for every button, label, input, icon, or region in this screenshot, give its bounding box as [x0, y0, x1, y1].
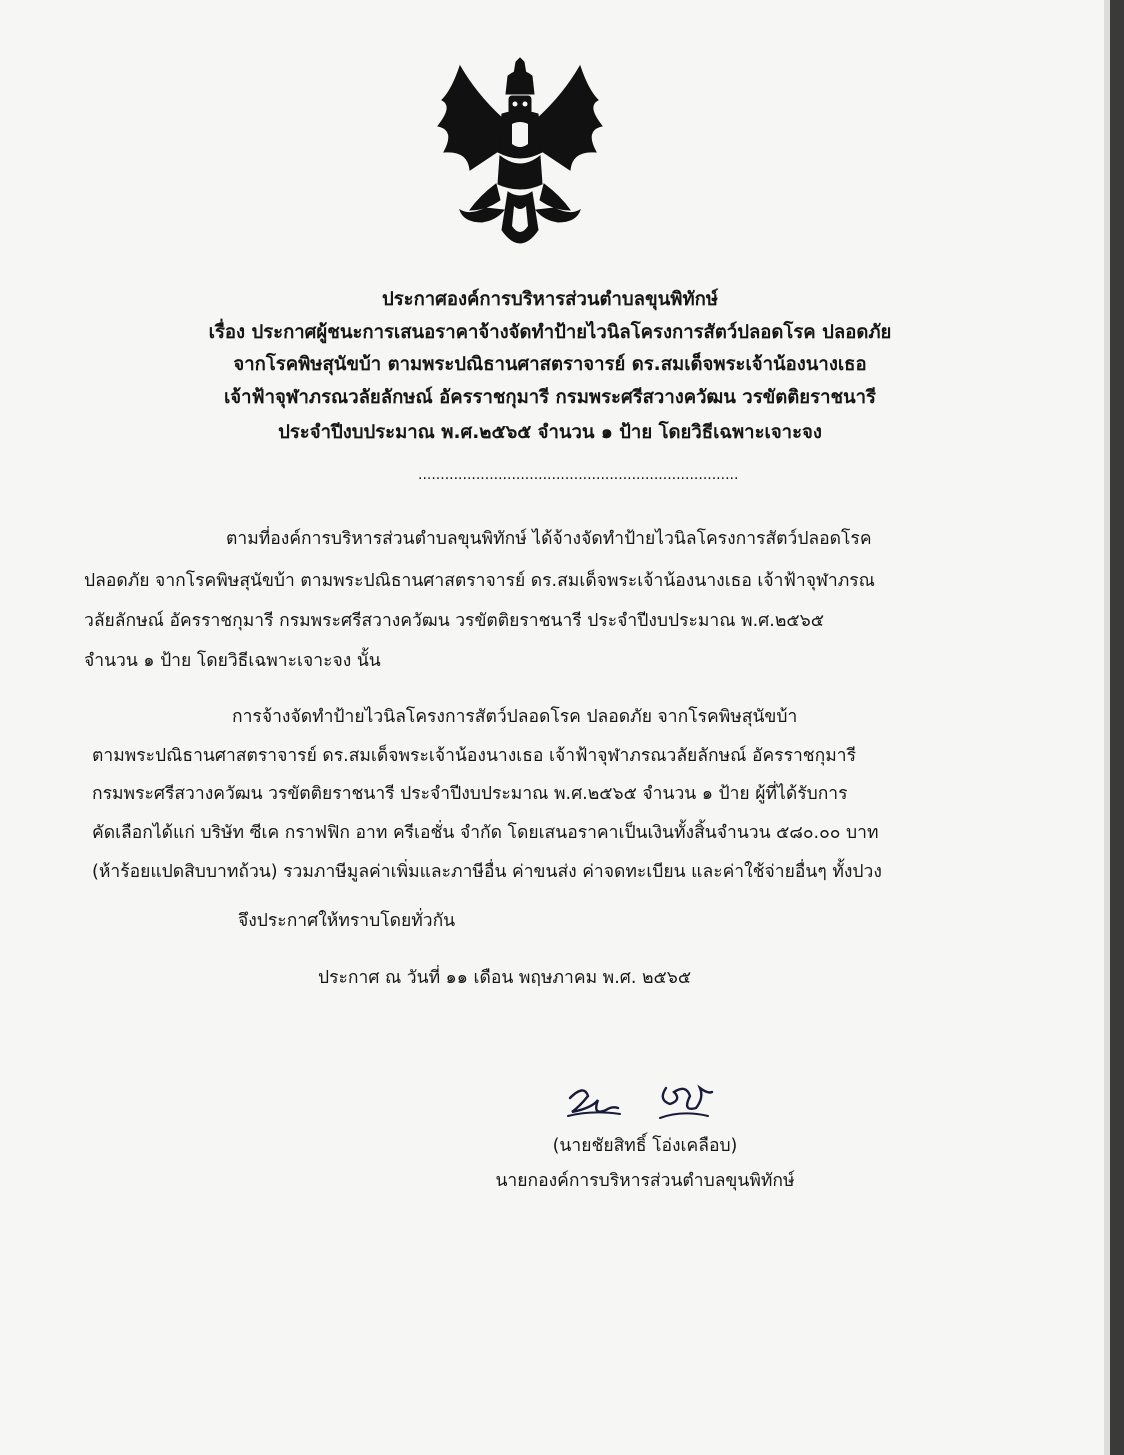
paragraph2-line: ตามพระปณิธานศาสตราจารย์ ดร.สมเด็จพระเจ้าน้องนางเธอ เจ้าฟ้าจุฬาภรณวลัยลักษณ์ อัครราชกุมารี: [92, 746, 857, 766]
paragraph2-line: การจ้างจัดทำป้ายไวนิลโครงการสัตว์ปลอดโรค ปลอดภัย จากโรคพิษสุนัขบ้า: [232, 707, 798, 727]
paragraph2-line: (ห้าร้อยแปดสิบบาทถ้วน) รวมภาษีมูลค่าเพิ่มและภาษีอื่น ค่าขนส่ง ค่าจดทะเบียน และค่าใช้จ่ายอื่นๆ ทั้งปวง: [92, 862, 882, 882]
handwritten-signature-initial: [562, 1080, 622, 1126]
signatory-position: นายกองค์การบริหารส่วนตำบลขุนพิทักษ์: [495, 1171, 795, 1191]
paragraph1-line: ตามที่องค์การบริหารส่วนตำบลขุนพิทักษ์ ได้จ้างจัดทำป้ายไวนิลโครงการสัตว์ปลอดโรค: [226, 529, 872, 549]
signatory-name: (นายชัยสิทธิ์ โอ่งเคลือบ): [552, 1136, 738, 1156]
closing-statement: จึงประกาศให้ทราบโดยทั่วกัน: [238, 911, 456, 931]
paragraph2-line: คัดเลือกได้แก่ บริษัท ซีเค กราฟฟิก อาท ครีเอชั่น จำกัด โดยเสนอราคาเป็นเงินทั้งสิ้นจำนวน ๕๘๐.๐๐ บาท: [92, 823, 879, 843]
handwritten-signature: [652, 1080, 716, 1126]
subject-line: เรื่อง ประกาศผู้ชนะการเสนอราคาจ้างจัดทำป้ายไวนิลโครงการสัตว์ปลอดโรค ปลอดภัย: [208, 322, 892, 343]
paragraph1-line: วลัยลักษณ์ อัครราชกุมารี กรมพระศรีสวางควัฒน วรขัตติยราชนารี ประจำปีงบประมาณ พ.ศ.๒๕๖๕: [84, 611, 824, 631]
subject-line: จากโรคพิษสุนัขบ้า ตามพระปณิธานศาสตราจารย์ ดร.สมเด็จพระเจ้าน้องนางเธอ: [233, 354, 867, 375]
paragraph1-line: ปลอดภัย จากโรคพิษสุนัขบ้า ตามพระปณิธานศาสตราจารย์ ดร.สมเด็จพระเจ้าน้องนางเธอ เจ้าฟ้าจุฬาภรณ: [84, 571, 875, 591]
paragraph1-line: จำนวน ๑ ป้าย โดยวิธีเฉพาะเจาะจง นั้น: [84, 651, 381, 671]
paragraph2-line: กรมพระศรีสวางควัฒน วรขัตติยราชนารี ประจำปีงบประมาณ พ.ศ.๒๕๖๕ จำนวน ๑ ป้าย ผู้ที่ได้รับการ: [92, 784, 848, 804]
announcement-date: ประกาศ ณ วันที่ ๑๑ เดือน พฤษภาคม พ.ศ. ๒๕๖๕: [318, 968, 692, 988]
subject-line: ประจำปีงบประมาณ พ.ศ.๒๕๖๕ จำนวน ๑ ป้าย โดยวิธีเฉพาะเจาะจง: [278, 422, 822, 443]
garuda-emblem: [430, 60, 610, 255]
page-edge: [1110, 0, 1124, 1455]
subject-line: เจ้าฟ้าจุฬาภรณวลัยลักษณ์ อัครราชกุมารี กรมพระศรีสวางควัฒน วรขัตติยราชนารี: [223, 387, 876, 408]
announcement-title: ประกาศองค์การบริหารส่วนตำบลขุนพิทักษ์: [381, 289, 719, 310]
dotted-separator: ........................................................................: [418, 467, 739, 483]
